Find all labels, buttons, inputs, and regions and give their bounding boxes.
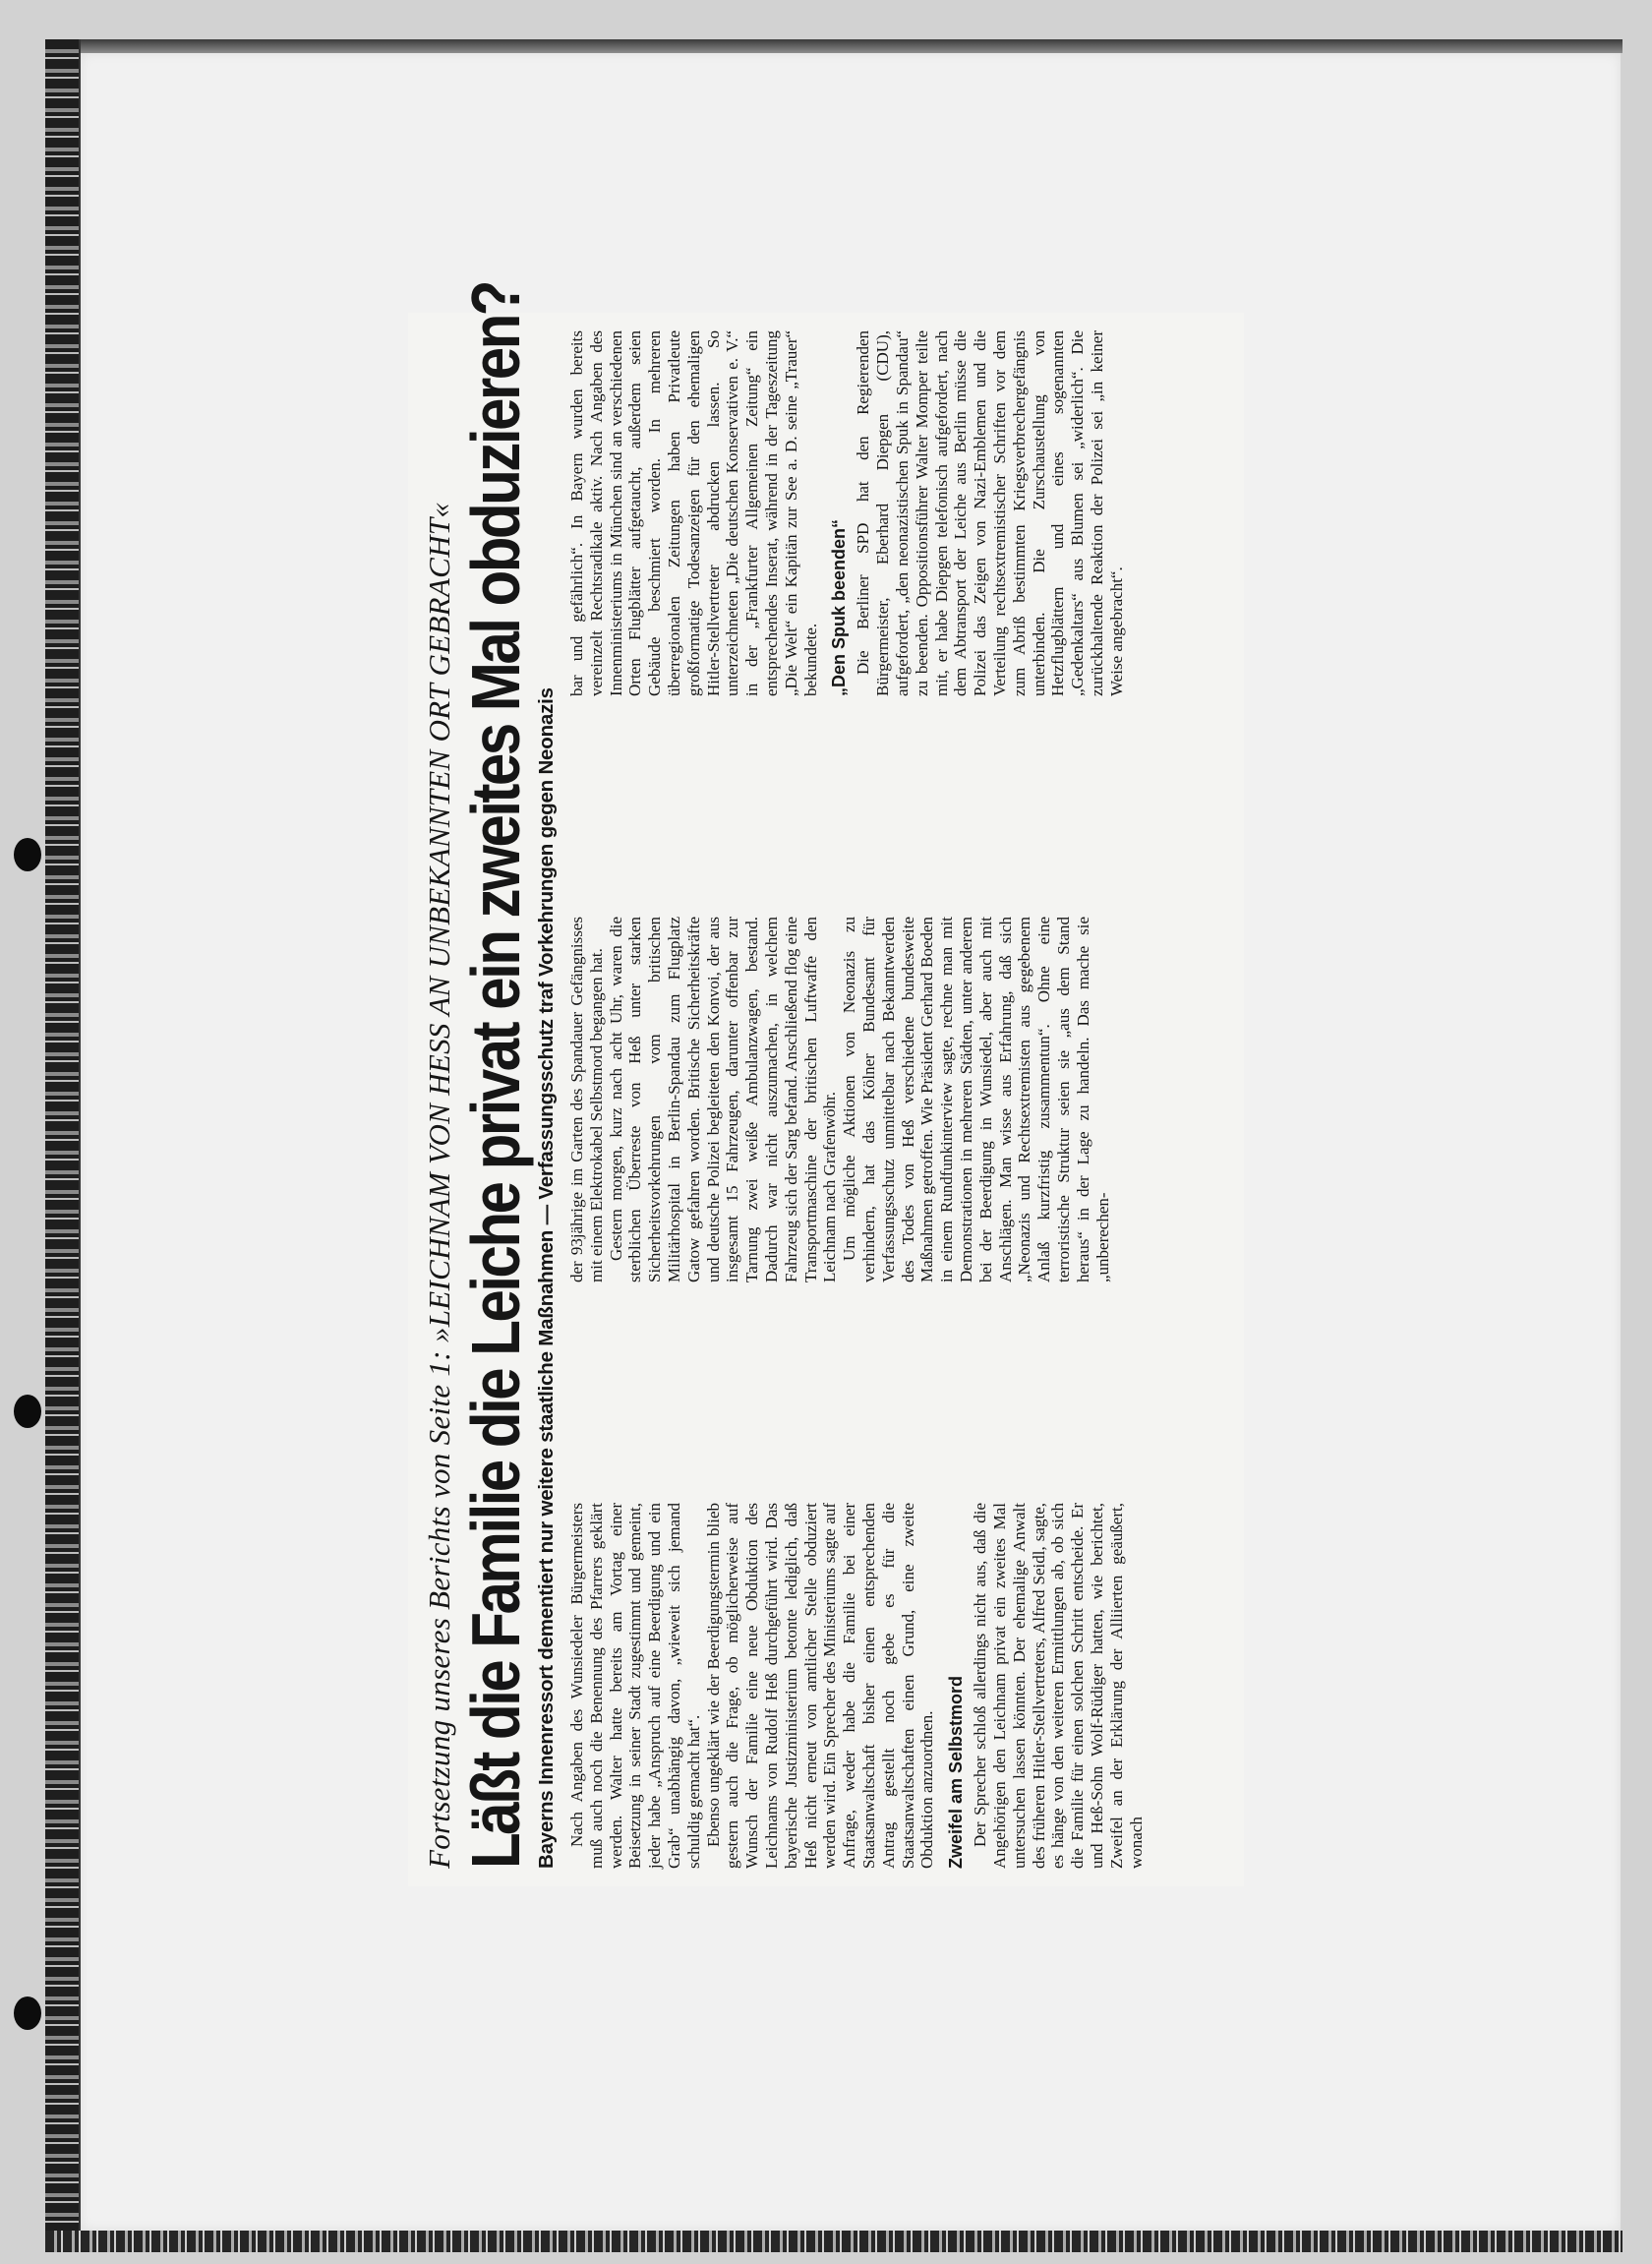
paragraph: Ebenso ungeklärt wie der Beerdigungstermin blieb gestern auch die Frage, ob möglicherweise auf Wunsch der Familie eine neue Obduktion des Leichnams von Rudolf Heß durchgeführt wird. Das bayerische Justizministerium betonte lediglich, daß Heß nicht erneut von amtlicher Stelle obduziert werden wird. Ein Sprecher des Ministeriums sagte auf Anfrage, weder habe die Familie bei einer Staatsanwaltschaft bisher einen entsprechenden Antrag gestellt noch gebe es für die Staatsanwaltschaften einen Grund, eine zweite Obduktion anzuordnen.: [703, 1503, 937, 1869]
article-subheadline: Bayerns Innenressort dementiert nur weitere staatliche Maßnahmen — Verfassungsschutz traf Vorkehrungen gegen Neonazis: [535, 687, 558, 1869]
binder-hole: [14, 1395, 41, 1428]
paragraph: Die Berliner SPD hat den Regierenden Bürgermeister, Eberhard Diepgen (CDU), aufgefordert, „den neonazistischen Spuk in Spandau“ zu beenden. Oppositionsführer Walter Momper teilte mit, er habe Diepgen telefonisch aufgefordert, nach dem Abtransport der Leiche aus Berlin müsse die Polizei das Zeigen von Nazi-Emblemen und die Verteilung rechtsextremistischer Schriften vor dem zum Abriß bestimmten Kriegsverbrechergefängnis unterbinden. Die Zurschaustellung von Hetzflugblättern und eines sogenannten „Gedenkaltars“ aus Blumen sei „widerlich“. Die zurückhaltende Reaktion der Polizei sei „in keiner Weise angebracht“.: [854, 330, 1126, 696]
article-columns: [567, 330, 1207, 1869]
paragraph: Um mögliche Aktionen von Neonazis zu verhindern, hat das Kölner Bundesamt für Verfassungsschutz unmittelbar nach Bekanntwerden des Todes von Heß verschiedene bundesweite Maßnahmen getroffen. Wie Präsident Gerhard Boeden in einem Rundfunkinterview sagte, rechne man mit Demonstrationen in mehreren Städten, unter anderem bei der Beerdigung in Wunsiedel, aber auch mit Anschlägen. Man wisse aus Erfahrung, daß sich „Neonazis und Rechtsextremisten aus gegebenem Anlaß kurzfristig zusammentun“. Ohne eine terroristische Struktur seien sie „aus dem Stand heraus“ in der Lage zu handeln. Das mache sie „unberechen-: [840, 917, 1112, 1282]
article-column-2: [567, 917, 1207, 1282]
article-column-1: [567, 1503, 1207, 1869]
paragraph: der 93jährige im Garten des Spandauer Gefängnisses mit einem Elektrokabel Selbstmord begangen hat.: [567, 917, 606, 1282]
binder-hole: [14, 1996, 41, 2030]
article-column-3: [567, 330, 1207, 696]
paragraph: Gestern morgen, kurz nach acht Uhr, waren die sterblichen Überreste von Heß unter starken Sicherheitsvorkehrungen vom britischen Militärhospital in Berlin-Spandau zum Flugplatz Gatow gefahren worden. Britische Sicherheitskräfte und deutsche Polizei begleiteten den Konvoi, der aus insgesamt 15 Fahrzeugen, darunter offenbar zur Tarnung zwei weiße Ambulanzwagen, bestand. Dadurch war nicht auszumachen, in welchem Fahrzeug sich der Sarg befand. Anschließend flog eine Transportmaschine der britischen Luftwaffe den Leichnam nach Grafenwöhr.: [606, 917, 840, 1282]
section-heading: Zweifel am Selbstmord: [946, 1675, 967, 1869]
newspaper-clipping: [408, 281, 1244, 1886]
article-headline: Läßt die Familie die Leiche privat ein zweites Mal obduzieren?: [457, 281, 534, 1869]
paragraph: Nach Angaben des Wunsiedeler Bürgermeisters muß auch noch die Benennung des Pfarrers geklärt werden. Walter hatte bereits am Vortag einer Beisetzung in seiner Stadt zugestimmt und gemeint, jeder habe „Anspruch auf eine Beerdigung und ein Grab“ unabhängig davon, „wieweit sich jemand schuldig gemacht hat“.: [567, 1503, 703, 1869]
binder-hole: [14, 838, 41, 871]
sleeve-top-edge: [45, 39, 1622, 53]
paragraph: Der Sprecher schloß allerdings nicht aus, daß die Angehörigen den Leichnam privat ein zweites Mal untersuchen lassen könnten. Der ehemalige Anwalt des früheren Hitler-Stellvertreters, Alfred Seidl, sagte, es hänge von den weiteren Ermittlungen ab, ob sich die Familie für einen solchen Schritt entscheide. Er und Heß-Sohn Wolf-Rüdiger hatten, wie berichtet, Zweifel an der Erklärung der Alliierten geäußert, wonach: [971, 1503, 1146, 1869]
bottom-perforation-strip: [45, 2231, 1622, 2252]
article-kicker: Fortsetzung unseres Berichts von Seite 1: »LEICHNAM VON HESS AN UNBEKANNTEN ORT GEBRACHT«: [422, 502, 456, 1869]
binder-perforation-strip: [45, 39, 81, 2252]
paragraph: bar und gefährlich“. In Bayern wurden bereits vereinzelt Rechtsradikale aktiv. Nach Angaben des Innenministeriums in München sind an verschiedenen Orten Flugblätter aufgetaucht, außerdem seien Gebäude beschmiert worden. In mehreren überregionalen Zeitungen haben Privatleute großformatige Todesanzeigen für den ehemaligen Hitler-Stellvertreter abdrucken lassen. So unterzeichneten „Die deutschen Konservativen e. V.“ in der „Frankfurter Allgemeinen Zeitung“ ein entsprechendes Inserat, während in der Tageszeitung „Die Welt“ ein Kapitän zur See a. D. seine „Trauer“ bekundete.: [567, 330, 820, 696]
newspaper-clipping-wrapper: [408, 281, 1244, 1886]
section-heading: „Den Spuk beenden“: [829, 518, 850, 696]
